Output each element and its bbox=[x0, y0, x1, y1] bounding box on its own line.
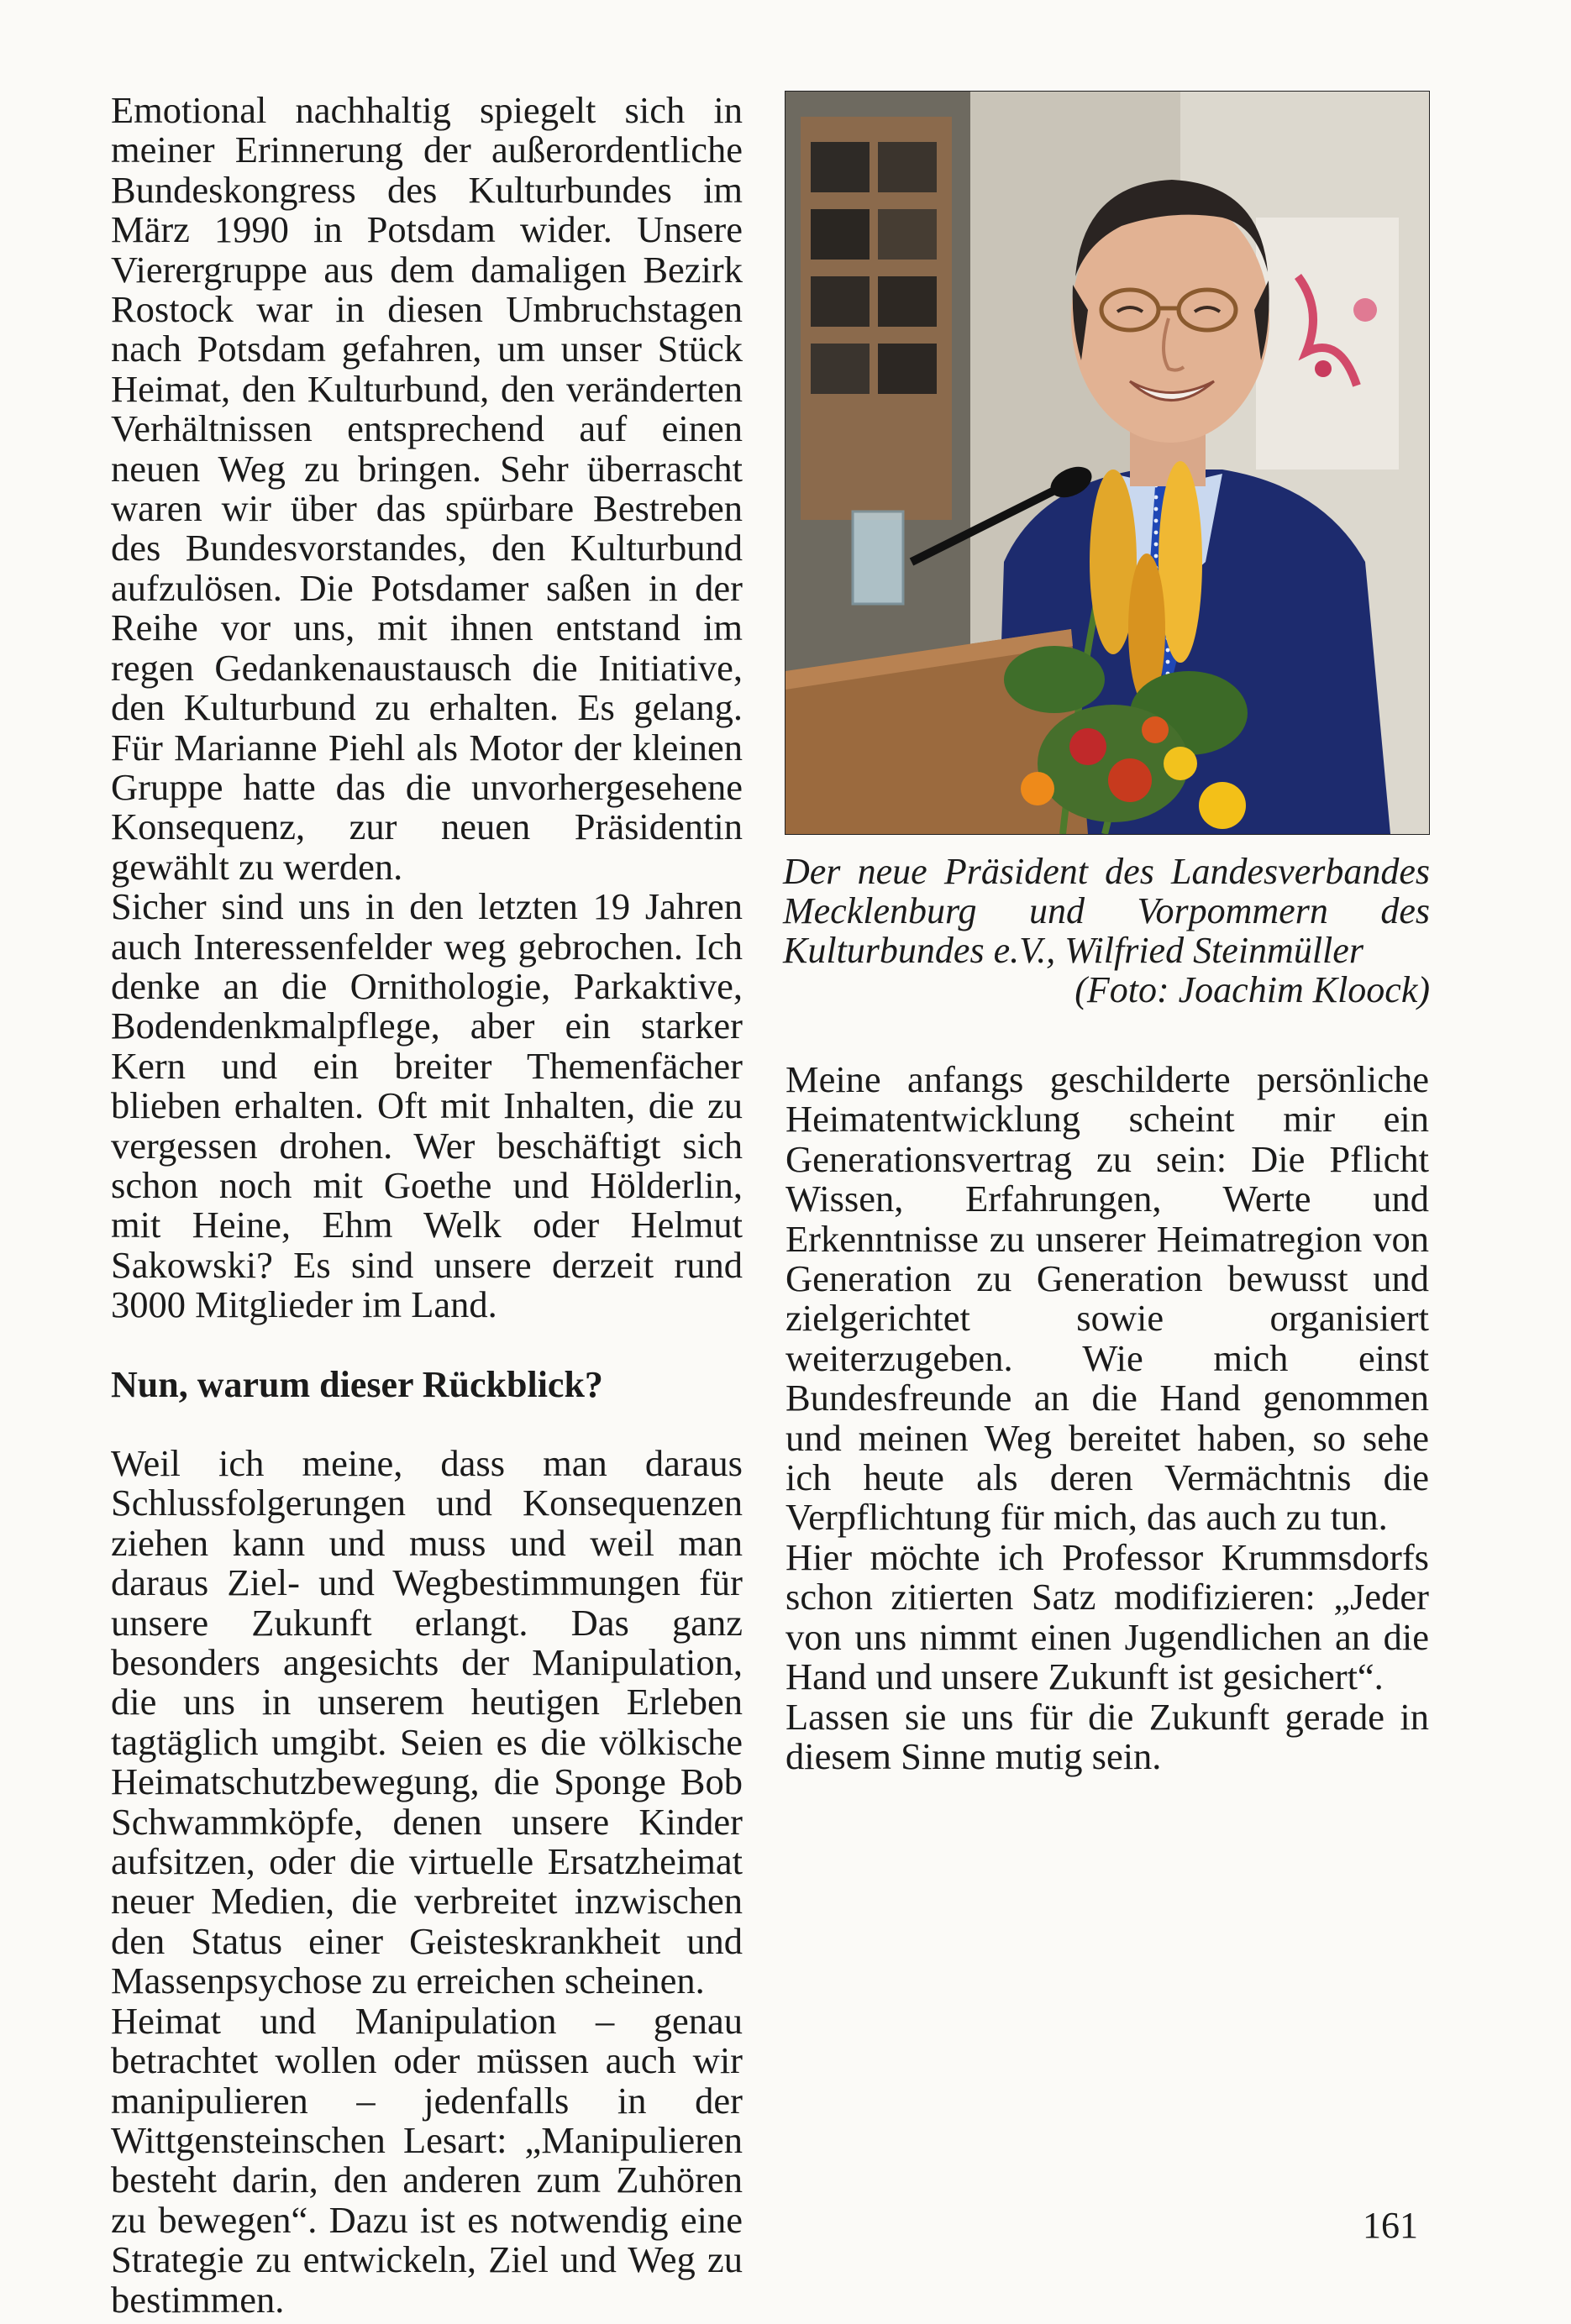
section-heading: Nun, warum dieser Rückblick? bbox=[111, 1363, 603, 1405]
body-paragraph: Weil ich meine, dass man daraus Schlussfolgerungen und Konsequenzen ziehen kann und muss und weil man daraus Ziel- und Wegbestimmungen für unsere Zukunft erlangt. Das ganz besonders angesichts der Manipulation, die uns in unserem heutigen Erleben tagtäglich umgibt. Seien es die völkische Heimatschutzbewegung, die Sponge Bob Schwammköpfe, denen unsere Kinder aufsitzen, oder die virtuelle Ersatzheimat neuer Medien, die verbreitet inzwischen den Status einer Geisteskrankheit und Massenpsychose zu erreichen scheinen. bbox=[111, 1442, 743, 2002]
body-paragraph: Meine anfangs geschilderte persönliche Heimatentwicklung scheint mir ein Generationsvertrag zu sein: Die Pflicht Wissen, Erfahrungen, Werte und Erkenntnisse zu unserer Heimatregion von Generation zu Generation bewusst und zielgerichtet sowie organisiert weiterzugeben. Wie mich einst Bundesfreunde an die Hand genommen und meinen Weg bereitet haben, so sehe ich heute als deren Vermächtnis die Verpflichtung für mich, das auch zu tun. bbox=[786, 1058, 1429, 1539]
body-paragraph: Hier möchte ich Professor Krummsdorfs schon zitierten Satz modifizieren: „Jeder von uns nimmt einen Jugendlichen an die Hand und unsere Zukunft ist gesichert“. bbox=[786, 1535, 1429, 1698]
caption-text: Der neue Präsident des Landesverbandes Mecklenburg und Vorpommern des Kulturbundes e.V., Wilfried Steinmüller bbox=[783, 851, 1430, 971]
speaker-photo bbox=[785, 91, 1430, 835]
body-paragraph: Emotional nachhaltig spiegelt sich in meiner Erinnerung der außerordentliche Bundeskongress des Kulturbundes im März 1990 in Potsdam wider. Unsere Vierergruppe aus dem damaligen Bezirk Rostock war in diesen Umbruchstagen nach Potsdam gefahren, um unser Stück Heimat, den Kulturbund, den veränderten Verhältnissen entsprechend auf einen neuen Weg zu bringen. Sehr überrascht waren wir über das spürbare Bestreben des Bundesvorstandes, den Kulturbund aufzulösen. Die Potsdamer saßen in der Reihe vor uns, mit ihnen entstand im regen Gedankenaustausch die Initiative, den Kulturbund zu erhalten. Es gelang. Für Marianne Piehl als Motor der kleinen Gruppe hatte das die unvorhergesehene Konsequenz, zur neuen Präsidentin gewählt zu werden. bbox=[111, 89, 743, 888]
left-column bbox=[111, 91, 743, 2320]
photo-credit: (Foto: Joachim Kloock) bbox=[1074, 969, 1430, 1010]
body-paragraph: Lassen sie uns für die Zukunft gerade in diesem Sinne mutig sein. bbox=[786, 1695, 1429, 1777]
photo-caption bbox=[783, 852, 1430, 1010]
right-column bbox=[786, 1060, 1429, 1776]
body-paragraph: Heimat und Manipulation – genau betrachtet wollen oder müssen auch wir manipulieren – jedenfalls in der Wittgensteinschen Lesart: „Manipulieren besteht darin, den anderen zum Zuhören zu bewegen“. Dazu ist es notwendig eine Strategie zu entwickeln, Ziel und Weg zu bestimmen. bbox=[111, 1999, 743, 2321]
page-number: 161 bbox=[1363, 2205, 1418, 2246]
body-paragraph: Sicher sind uns in den letzten 19 Jahren auch Interessenfelder weg gebrochen. Ich denke an die Ornithologie, Parkaktive, Bodendenkmalpflege, aber ein starker Kern und ein breiter Themenfächer blieben erhalten. Oft mit Inhalten, die zu vergessen drohen. Wer beschäftigt sich schon noch mit Goethe und Hölderlin, mit Heine, Ehm Welk oder Helmut Sakowski? Es sind unsere derzeit rund 3000 Mitglieder im Land. bbox=[111, 885, 743, 1326]
